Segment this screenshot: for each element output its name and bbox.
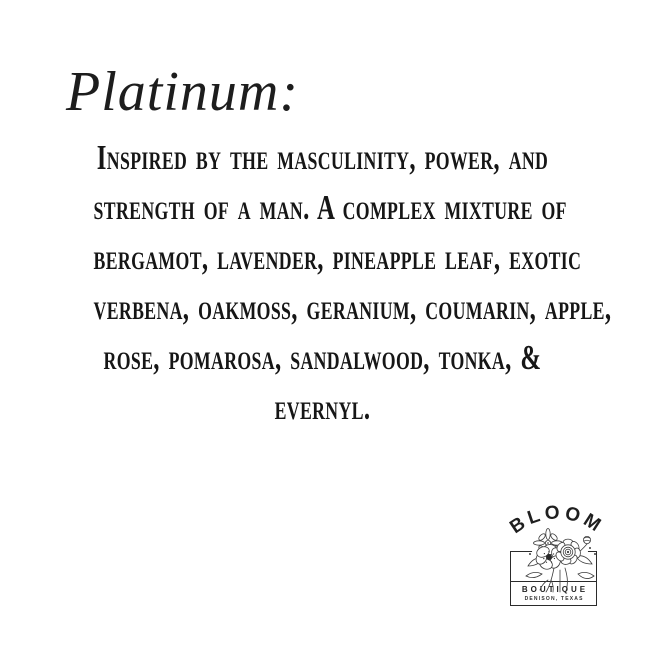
description-line: Inspired by the masculinity, power, and — [96, 138, 549, 177]
logo-arched-wordmark — [500, 495, 616, 557]
fragrance-description — [93, 133, 612, 433]
svg-text:BLOOM — [506, 502, 607, 538]
bloom-boutique-logo — [495, 492, 625, 622]
description-line: rose, pomarosa, sandalwood, tonka, & — [103, 338, 542, 377]
logo-location: DENISON, TEXAS — [524, 596, 584, 602]
fragrance-title: Platinum: — [66, 61, 299, 123]
logo-brand-text: BLOOM — [506, 502, 608, 539]
description-line: strength of a man. A complex mixture of — [93, 188, 567, 227]
description-line: evernyl. — [274, 388, 371, 427]
description-line: verbena, oakmoss, geranium, coumarin, apple, — [93, 288, 612, 327]
logo-subtitle: BOUTIQUE — [521, 585, 589, 594]
description-line: bergamot, lavender, pineapple leaf, exotic — [93, 238, 582, 277]
